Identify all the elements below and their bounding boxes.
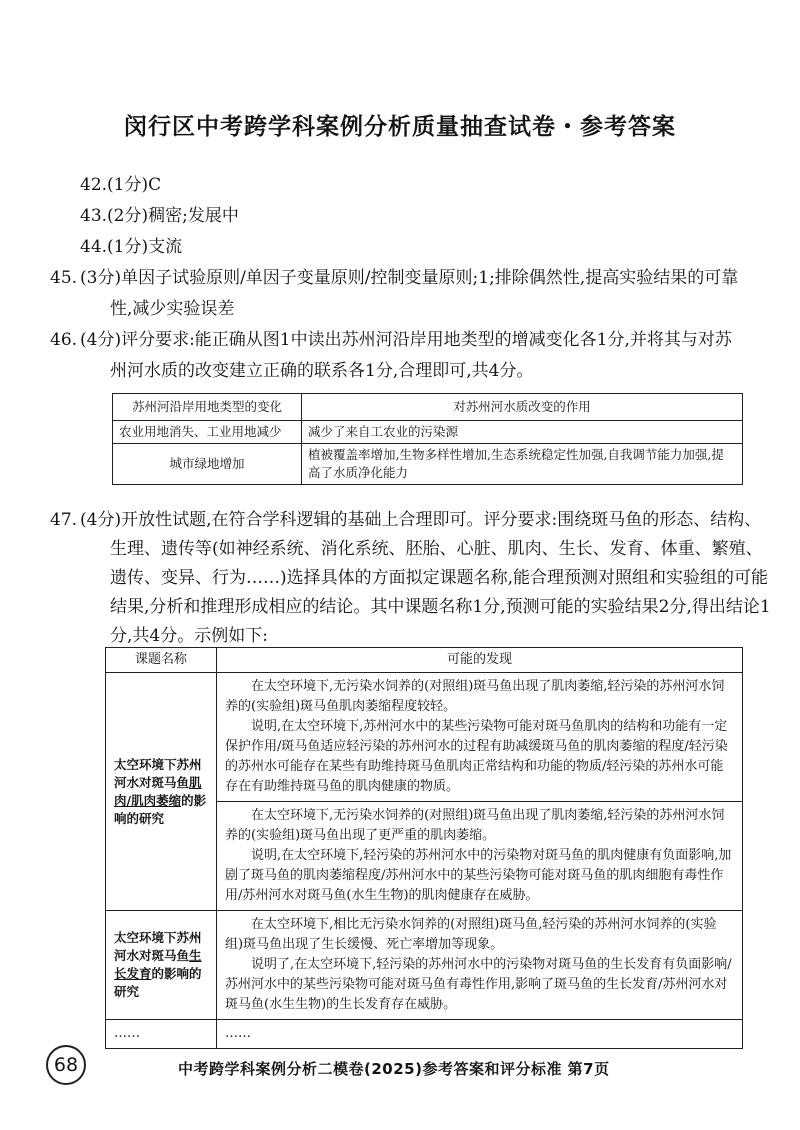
topic-cell [106,911,217,1020]
answer-number: 43. [80,206,108,226]
answer-number: 44. [80,237,108,257]
answer-text: (1分)C [107,175,162,195]
land-use-table [112,393,743,485]
finding-cell [217,911,743,1020]
table-header: 苏州河沿岸用地类型的变化 [113,394,302,421]
topic-text: 的影响的研究 [114,792,207,826]
example-table [105,647,743,1049]
answer-47: 47. (4分)开放性试题,在符合学科逻辑的基础上合理即可。评分要求:围绕斑马鱼的形态、结构、生理、遗传等(如神经系统、消化系统、胚胎、心脏、肌肉、生长、发育、体重、繁殖、遗传、变异、行为……)选择具体的方面拟定课题名称,能合理预测对照组和实验组的可能结果,分析和推理形成相应的结论。其中课题名称1分,预测可能的实验结果2分,得出结论1分,共4分。示例如下: [50,510,771,646]
table-header: 课题名称 [106,648,217,673]
page-title: 闵行区中考跨学科案例分析质量抽查试卷・参考答案 [124,114,676,140]
finding-result: 在太空环境下,无污染水饲养的(对照组)斑马鱼出现了肌肉萎缩,轻污染的苏州河水饲养的(实验组)斑马鱼肌肉萎缩程度较轻。 [225,679,725,714]
table-header-row [106,648,743,673]
topic-underlined: 生长发育 [114,948,202,981]
topic-underlined: 肌肉/肌肉萎缩 [114,774,202,808]
finding-result: 在太空环境下,相比无污染水饲养的(对照组)斑马鱼,轻污染的苏州河水饲养的(实验组)斑马鱼出现了生长缓慢、死亡率增加等现象。 [225,917,717,952]
topic-text: 太空环境下苏州河水对斑马鱼 [114,756,202,790]
topic-text: 太空环境下苏州河水对斑马鱼 [114,930,202,963]
table-cell: 城市绿地增加 [113,444,302,485]
table-header: 可能的发现 [217,648,743,673]
finding-result: 在太空环境下,无污染水饲养的(对照组)斑马鱼出现了肌肉萎缩,轻污染的苏州河水饲养的(实验组)斑马鱼出现了更严重的肌肉萎缩。 [225,808,725,843]
table-row [106,1020,743,1049]
answer-text: (4分)评分要求:能正确从图1中读出苏州河沿岸用地类型的增减变化各1分,并将其与对苏州河水质的改变建立正确的联系各1分,合理即可,共4分。 [80,330,732,381]
finding-conclusion: 说明,在太空环境下,苏州河水中的某些污染物可能对斑马鱼肌肉的结构和功能有一定保护作用/斑马鱼适应轻污染的苏州河水的过程有助减缓斑马鱼的肌肉萎缩的程度/轻污染的苏州水可能存在某些有助维持斑马鱼肌肉正常结构和功能的物质/轻污染的苏州水可能存在有助维持斑马鱼的肌肉健康的物质。 [225,719,728,794]
answer-44 [80,232,745,263]
table-row [106,911,743,1020]
answer-42 [80,170,745,201]
topic-cell [106,673,217,911]
answer-text: (1分)支流 [107,237,183,257]
finding-cell [217,802,743,911]
answer-43 [80,201,745,232]
page-number-badge: 68 [46,1045,86,1085]
answer-number: 42. [80,175,108,195]
page-footer: 中考跨学科案例分析二模卷(2025)参考答案和评分标准 第7页 [178,1060,610,1078]
answer-text: (2分)稠密;发展中 [107,206,239,226]
answer-text: (4分)开放性试题,在符合学科逻辑的基础上合理即可。评分要求:围绕斑马鱼的形态、结构、生理、遗传等(如神经系统、消化系统、胚胎、心脏、肌肉、生长、发育、体重、繁殖、遗传、变异、行为……)选择具体的方面拟定课题名称,能合理预测对照组和实验组的可能结果,分析和推理形成相应的结论。其中课题名称1分,预测可能的实验结果2分,得出结论1分,共4分。示例如下: [80,510,771,646]
ellipsis-cell: …… [217,1020,743,1049]
answer-45: 45. (3分)单因子试验原则/单因子变量原则/控制变量原则;1;排除偶然性,提高实验结果的可靠性,减少实验误差 [50,268,739,319]
finding-cell [217,673,743,802]
ellipsis-cell: …… [106,1020,217,1049]
table-cell: 减少了来自工农业的污染源 [302,421,743,444]
answer-text: (3分)单因子试验原则/单因子变量原则/控制变量原则;1;排除偶然性,提高实验结果的可靠性,减少实验误差 [80,268,739,319]
topic-text: 的影响的研究 [114,966,202,999]
table-cell: 植被覆盖率增加,生物多样性增加,生态系统稳定性加强,自我调节能力加强,提高了水质净化能力 [302,444,743,485]
finding-conclusion: 说明了,在太空环境下,轻污染的苏州河水中的污染物对斑马鱼的生长发育有负面影响/苏州河水中的某些污染物可能对斑马鱼有毒性作用,影响了斑马鱼的生长发育/苏州河水对斑马鱼(水生生物)的生长发育存在威胁。 [225,957,732,1012]
table-row [113,421,743,444]
answers-section [50,170,745,387]
table-row [113,444,743,485]
answer-46: 46. (4分)评分要求:能正确从图1中读出苏州河沿岸用地类型的增减变化各1分,并将其与对苏州河水质的改变建立正确的联系各1分,合理即可,共4分。 [50,330,732,381]
table-header: 对苏州河水质改变的作用 [302,394,743,421]
finding-conclusion: 说明,在太空环境下,轻污染的苏州河水中的污染物对斑马鱼的肌肉健康有负面影响,加剧了斑马鱼的肌肉萎缩程度/苏州河水中的某些污染物可能对斑马鱼的肌肉细胞有毒性作用/苏州河水对斑马鱼(水生生物)的肌肉健康存在威胁。 [225,848,732,903]
table-row [106,673,743,802]
table-cell: 农业用地消失、工业用地减少 [113,421,302,444]
table-header-row [113,394,743,421]
